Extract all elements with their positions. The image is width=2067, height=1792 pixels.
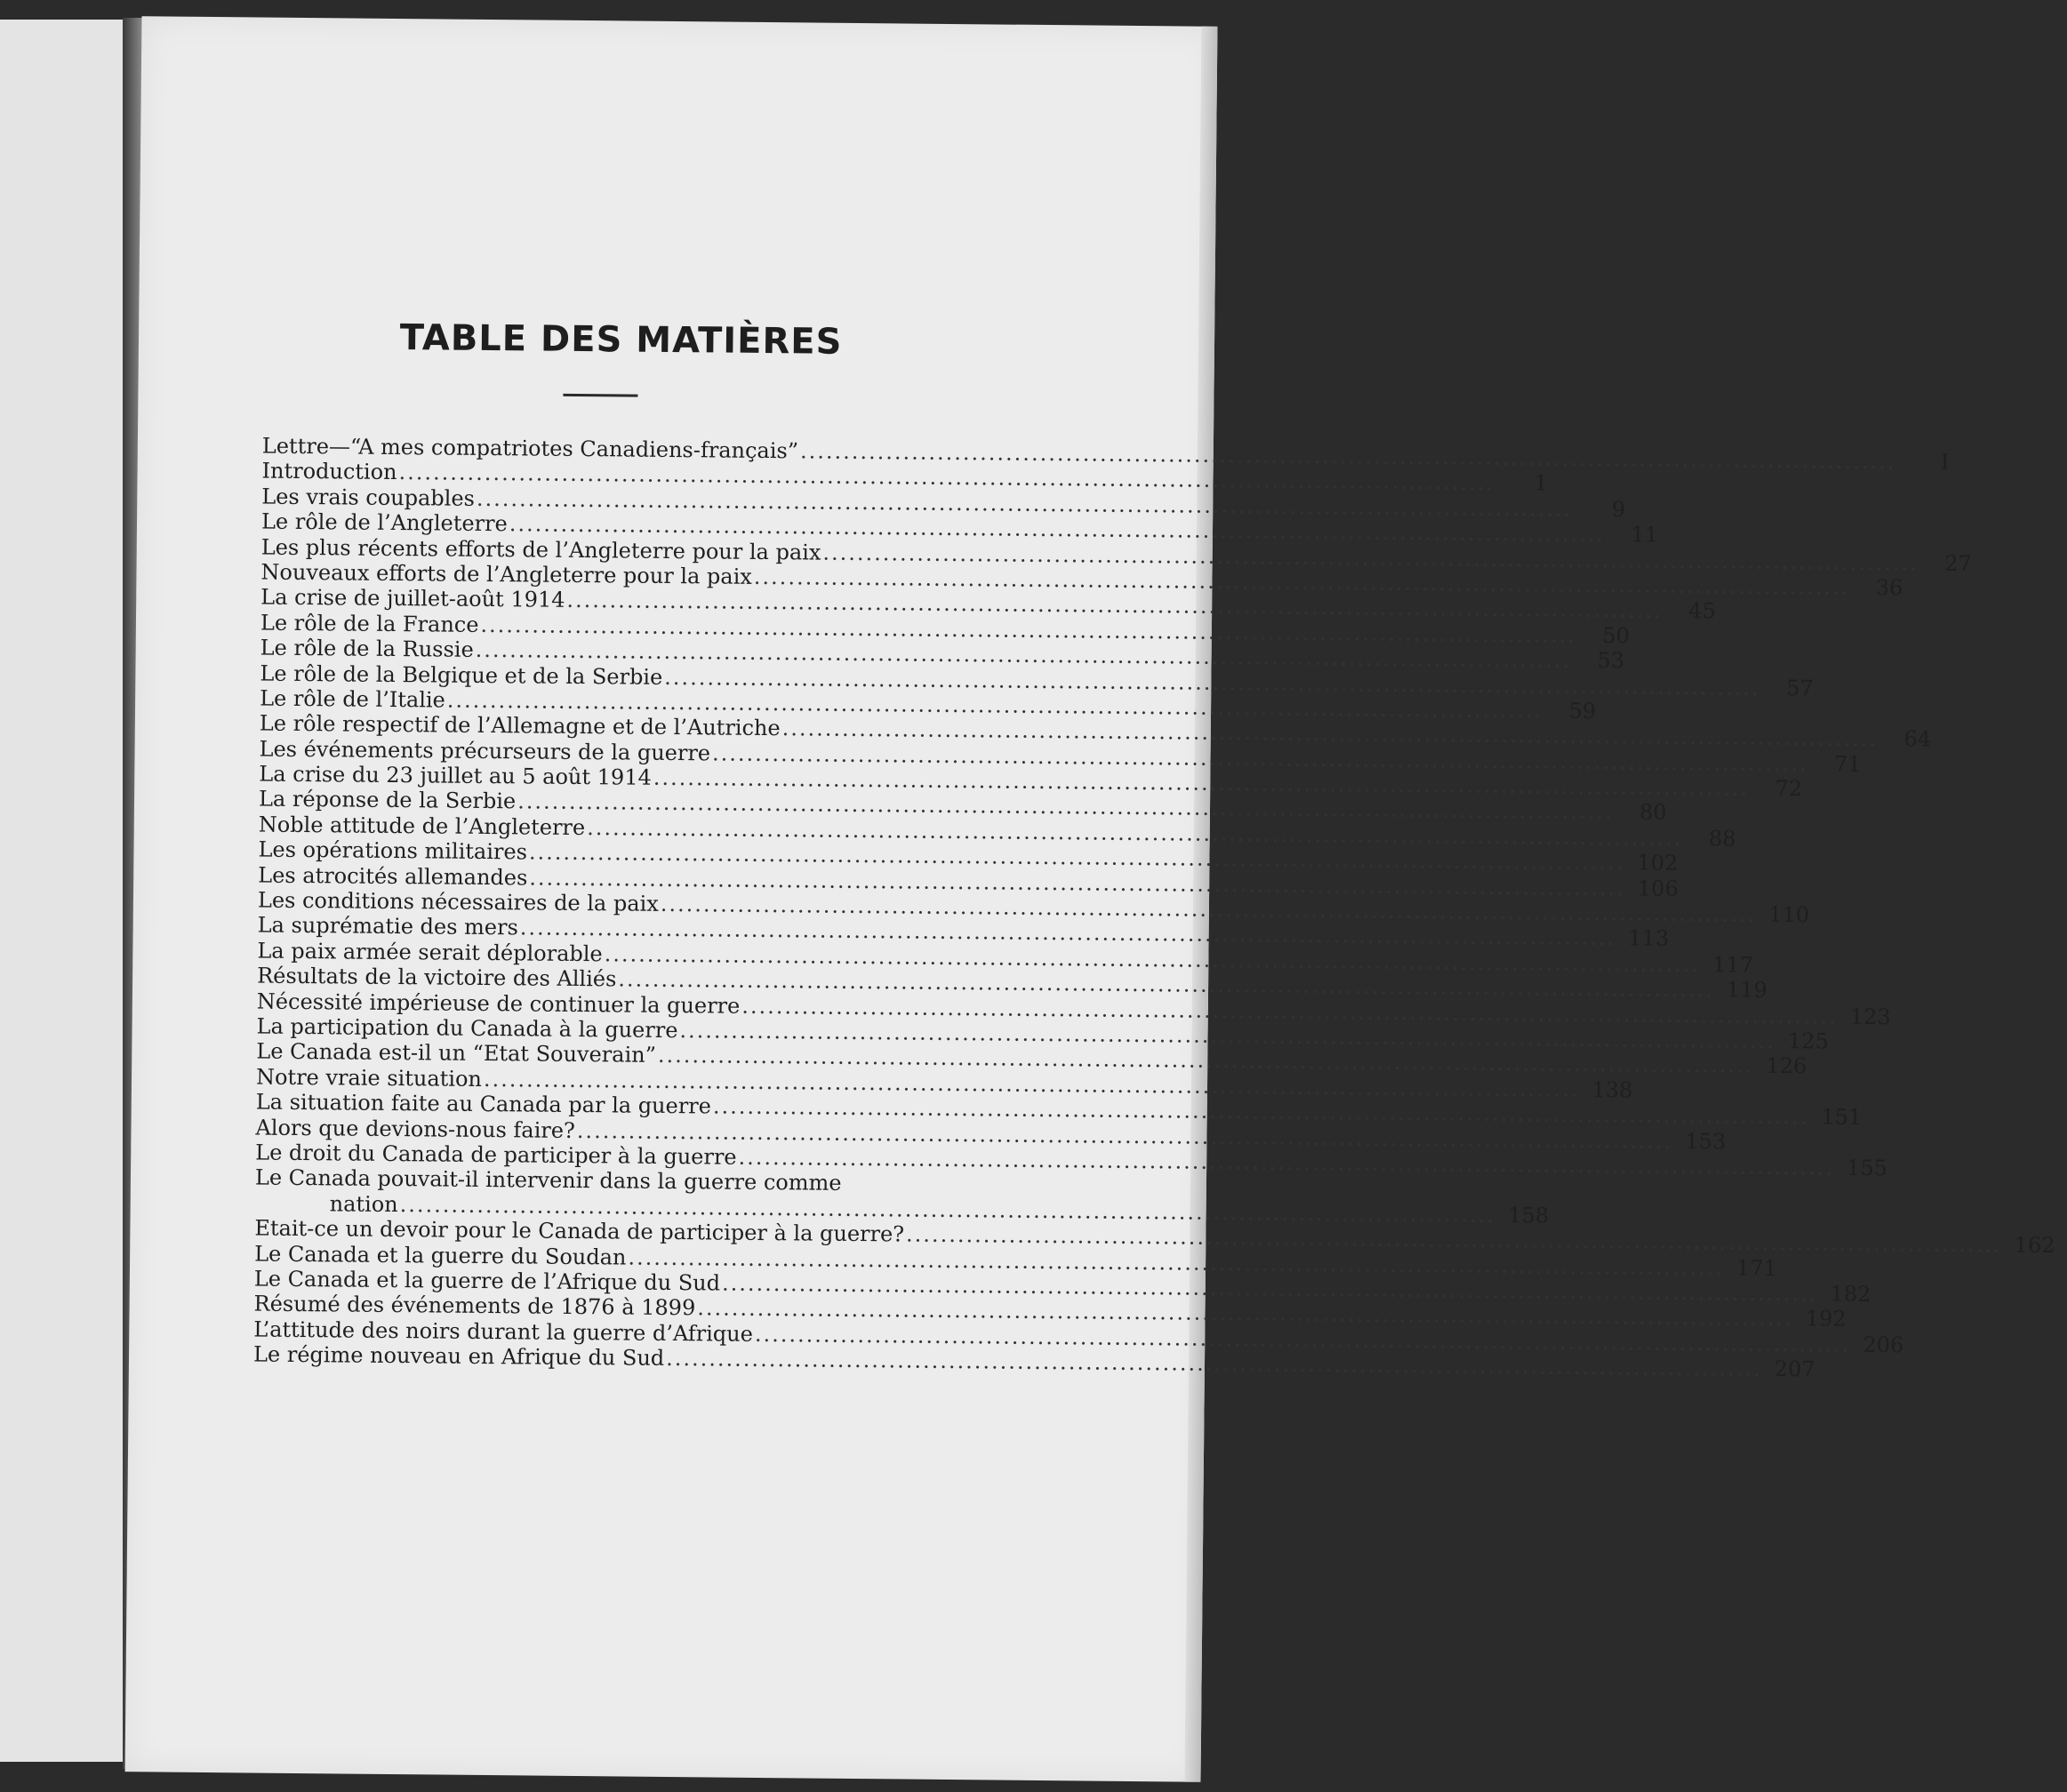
toc-entry-title: Nouveaux efforts de l’Angleterre pour la paix — [260, 559, 753, 589]
toc-entry-page-number: 192 — [1805, 1306, 1847, 1332]
toc-entry-title: L’attitude des noirs durant la guerre d’Afrique — [253, 1316, 754, 1347]
left-page-edge — [0, 20, 124, 1762]
toc-entry-title: Le régime nouveau en Afrique du Sud — [252, 1341, 665, 1372]
toc-entry-page-number: 155 — [1847, 1155, 1888, 1181]
toc-entry-page-number: 182 — [1830, 1281, 1871, 1307]
toc-entry-title: Le rôle de la Russie — [260, 635, 474, 662]
toc-entry-title: Les atrocités allemandes — [258, 862, 528, 891]
toc-entry-title: Les événements précurseurs de la guerre — [259, 736, 711, 766]
toc-entry-page-number: 64 — [1903, 726, 1932, 752]
toc-entry-title: Le droit du Canada de participer à la guerre — [255, 1140, 737, 1170]
toc-entry-page-number: 158 — [1508, 1202, 1550, 1228]
toc-entry-page-number: 102 — [1637, 850, 1678, 876]
toc-entry-page-number: 45 — [1688, 598, 1717, 624]
title-rule — [563, 394, 637, 397]
toc-entry-page-number: 138 — [1591, 1076, 1633, 1103]
toc-entry-title: Introduction — [261, 458, 397, 485]
toc-entry-title: Le rôle de l’Angleterre — [260, 508, 508, 537]
toc-entry-title: Le rôle de l’Italie — [260, 685, 445, 713]
toc-entry-page-number: 153 — [1685, 1128, 1727, 1154]
toc-entry-page-number: 106 — [1637, 876, 1678, 901]
toc-entry-page-number: 123 — [1849, 1004, 1891, 1029]
toc-page — [125, 16, 2055, 1782]
toc-entry-title: Nécessité impérieuse de continuer la guerre — [256, 988, 741, 1019]
toc-entry-page-number: I — [1940, 449, 1950, 475]
toc-entry-title: La situation faite au Canada par la guerre — [255, 1089, 712, 1119]
toc-entry-title: Noble attitude de l’Angleterre — [258, 812, 586, 840]
toc-entry-page-number: 53 — [1597, 648, 1625, 674]
page-title: TABLE DES MATIÈRES — [399, 317, 843, 363]
toc-entry-page-number: 57 — [1786, 675, 1814, 700]
toc-entry-page-number: 110 — [1768, 901, 1810, 928]
toc-entry-title: La participation du Canada à la guerre — [256, 1013, 678, 1044]
toc-entry-page-number: 171 — [1735, 1255, 1778, 1281]
toc-entry-page-number: 71 — [1833, 751, 1862, 777]
toc-entry-title: Le rôle de la France — [260, 610, 479, 637]
toc-entry-page-number: 80 — [1638, 799, 1667, 826]
toc-entry-title: La réponse de la Serbie — [258, 787, 517, 814]
toc-entry-title-continued: nation — [329, 1191, 398, 1217]
toc-entry-title: Etait-ce un devoir pour le Canada de participer à la guerre? — [254, 1215, 905, 1247]
toc-entry-title: Les conditions nécessaires de la paix — [257, 887, 659, 916]
toc-entry-page-number: 11 — [1630, 522, 1659, 548]
table-of-contents — [252, 433, 2055, 1382]
toc-entry-title: Le rôle de la Belgique et de la Serbie — [260, 660, 663, 690]
toc-entry — [252, 1341, 1815, 1382]
toc-entry-title: Résultats de la victoire des Alliés — [257, 963, 617, 992]
toc-entry-page-number: 206 — [1863, 1332, 1904, 1358]
toc-entry-page-number: 36 — [1875, 574, 1903, 601]
toc-entry-page-number: 72 — [1775, 775, 1803, 802]
toc-entry-page-number: 1 — [1534, 470, 1549, 496]
toc-entry-title: La suprématie des mers — [257, 912, 518, 940]
toc-entry-page-number: 125 — [1787, 1028, 1830, 1054]
toc-entry-title: Le Canada est-il un “Etat Souverain” — [256, 1038, 657, 1068]
toc-entry-page-number: 117 — [1712, 952, 1754, 978]
toc-entry-title: Le Canada et la guerre du Soudan — [254, 1241, 627, 1270]
toc-entry-page-number: 27 — [1944, 550, 1973, 576]
toc-entry-page-number: 88 — [1708, 826, 1736, 852]
toc-entry-page-number: 151 — [1821, 1104, 1863, 1131]
toc-entry-title: Résumé des événements de 1876 à 1899 — [253, 1291, 696, 1321]
leader-dots — [843, 1190, 937, 1191]
toc-entry-page-number: 207 — [1774, 1356, 1815, 1382]
toc-entry-title: Notre vraie situation — [255, 1064, 483, 1092]
toc-entry-title: La crise du 23 juillet au 5 août 1914 — [259, 761, 652, 790]
toc-entry-title: Les vrais coupables — [261, 484, 476, 511]
toc-entry-title: Le Canada et la guerre de l’Afrique du Sud — [253, 1266, 721, 1296]
toc-entry-title: Lettre—“A mes compatriotes Canadiens-français” — [261, 433, 799, 464]
toc-entry-title: Le rôle respectif de l’Allemagne et de l’Autriche — [259, 710, 781, 741]
toc-entry-page-number: 9 — [1611, 496, 1626, 523]
toc-entry-title: Le Canada pouvait-il intervenir dans la guerre comme — [254, 1164, 842, 1196]
toc-entry-title: Les opérations militaires — [258, 836, 528, 865]
toc-entry-title: Alors que devions-nous faire? — [255, 1115, 576, 1143]
toc-entry-page-number: 59 — [1568, 698, 1597, 724]
toc-entry-page-number: 113 — [1628, 925, 1670, 952]
toc-entry-page-number: 50 — [1602, 622, 1630, 649]
toc-entry-title: La paix armée serait déplorable — [257, 938, 603, 967]
toc-entry-page-number: 162 — [2014, 1232, 2055, 1259]
toc-entry-title: La crise de juillet-août 1914 — [260, 584, 565, 613]
toc-entry-page-number: 119 — [1726, 977, 1767, 1004]
toc-entry-page-number: 126 — [1766, 1053, 1807, 1079]
toc-entry-title: Les plus récents efforts de l’Angleterre pour la paix — [260, 534, 821, 565]
